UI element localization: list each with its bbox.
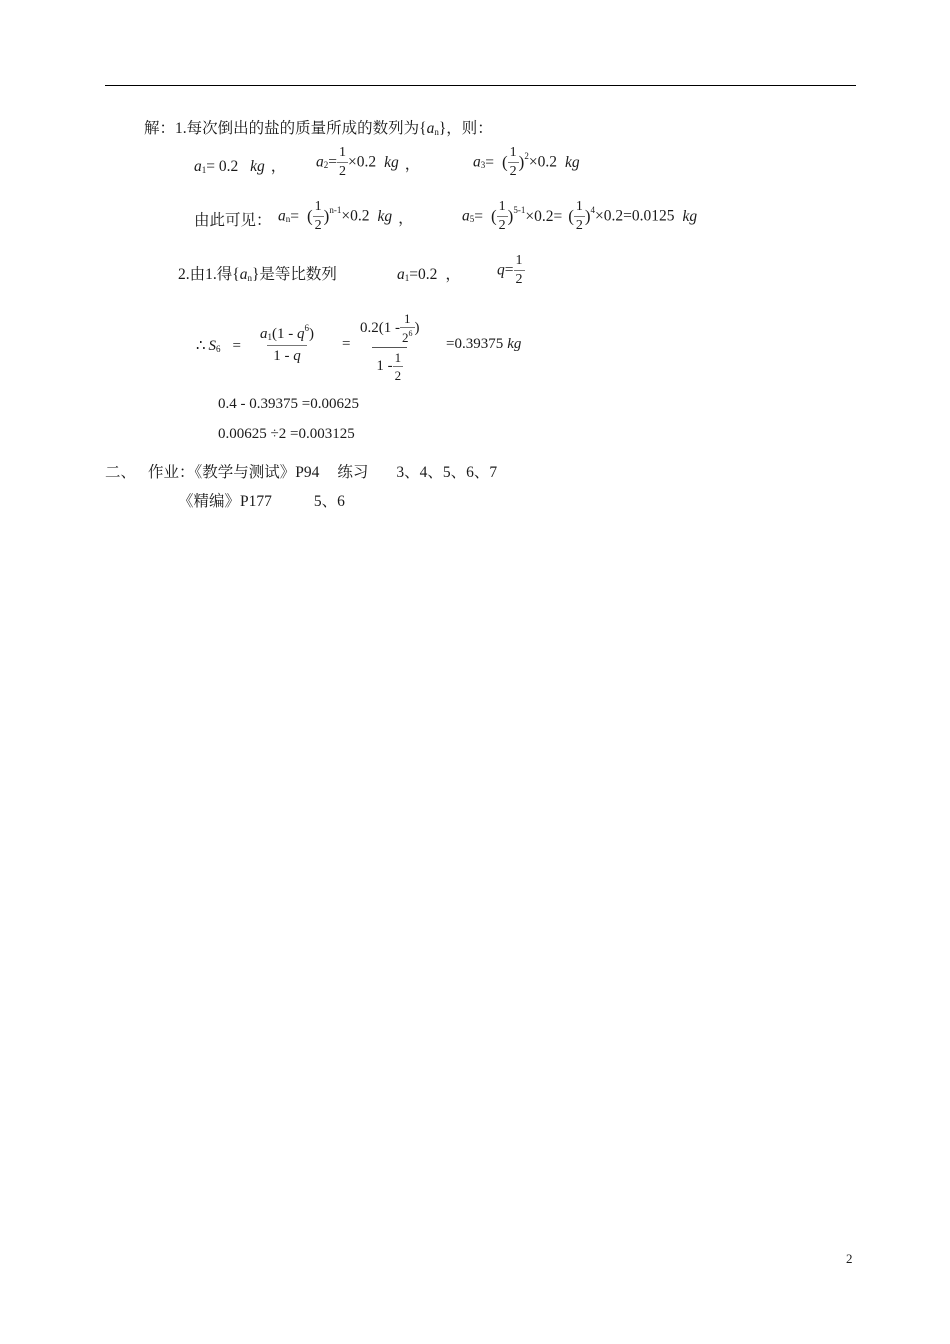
unit-kg: kg xyxy=(564,153,580,171)
q: q xyxy=(297,326,305,342)
seq-sub: n xyxy=(247,273,252,283)
page-number: 2 xyxy=(846,1251,853,1266)
an-tail: ×0.2 xyxy=(341,207,370,225)
eq: = xyxy=(342,336,351,352)
open-paren: ( xyxy=(307,206,313,226)
practice-items: 3、4、5、6、7 xyxy=(396,464,498,481)
result-value: =0.39375 xyxy=(446,336,504,352)
numeric-den xyxy=(372,347,407,382)
inner-exp: 6 xyxy=(408,329,413,338)
close-paren: ) xyxy=(323,206,330,226)
formula-den xyxy=(267,345,307,364)
frac-num: 1 xyxy=(339,145,346,160)
a3-label: a xyxy=(473,153,481,171)
a1-value: = 0.2 xyxy=(206,158,239,175)
tail-text: }是等比数列 xyxy=(251,266,337,283)
homework-line-2 xyxy=(178,489,345,511)
comma: ， xyxy=(270,158,287,175)
close-paren: ) xyxy=(584,206,591,226)
a1: a xyxy=(260,326,268,342)
a3-tail: ×0.2 xyxy=(528,153,557,171)
close: ) xyxy=(309,326,314,342)
calc-line-1: 0.4 - 0.39375 =0.00625 xyxy=(218,396,359,412)
a3-exp: 2 xyxy=(524,151,529,162)
open-paren: ( xyxy=(502,152,508,172)
comma: ， xyxy=(398,209,414,227)
an-exp: n-1 xyxy=(329,205,342,216)
a5-mid: ×0.2= xyxy=(525,207,563,225)
close-paren: ) xyxy=(518,152,525,172)
a2-sub: 2 xyxy=(323,160,329,171)
inner-den-base: 2 xyxy=(402,330,409,345)
practice-label: 练习 xyxy=(337,464,369,481)
lead-text: 2.由1.得{ xyxy=(178,266,240,283)
a5-exp: 5-1 xyxy=(513,205,526,216)
half-fraction xyxy=(508,146,519,179)
a1-sub: 1 xyxy=(267,332,272,342)
close-paren: ) xyxy=(507,206,514,226)
row3-lead xyxy=(178,262,337,284)
a5-tail: ×0.2=0.0125 xyxy=(595,207,675,225)
frac-num: 1 xyxy=(515,253,523,268)
unit-kg: kg xyxy=(682,207,698,225)
den2-lead: 1 - xyxy=(376,358,393,374)
a5-exp2: 4 xyxy=(590,205,596,216)
a3-expr xyxy=(473,146,580,179)
lead-text: 由此可见： xyxy=(194,212,272,229)
a1-given xyxy=(397,262,461,284)
sum-sub: 6 xyxy=(216,344,221,354)
comma: ， xyxy=(404,155,421,173)
frac-den: 2 xyxy=(509,164,517,179)
q: q xyxy=(293,348,301,364)
numeric-frac xyxy=(356,312,424,382)
open-paren: ( xyxy=(568,206,574,226)
a1-sub: 1 xyxy=(201,165,207,175)
homework-label: 作业：《教学与测试》P94 xyxy=(148,464,320,481)
den-text: 1 - xyxy=(273,348,294,364)
row2-lead xyxy=(194,208,272,230)
book2-label: 《精编》P177 xyxy=(178,493,272,510)
a1-label: a xyxy=(397,266,405,283)
frac-num: 1 xyxy=(509,145,517,160)
calc-line-2: 0.00625 ÷2 =0.003125 xyxy=(218,426,355,442)
an-expr xyxy=(278,200,414,233)
eq: = xyxy=(232,338,242,354)
inner-num: 1 xyxy=(404,311,411,326)
frac-den: 2 xyxy=(515,272,523,287)
header-rule xyxy=(105,85,856,86)
ratio-expr xyxy=(497,254,525,287)
sum-lhs xyxy=(196,336,241,355)
seq-var: a xyxy=(426,120,435,137)
a3-sub: 3 xyxy=(480,160,486,171)
solution-intro xyxy=(144,116,493,138)
frac-den: 2 xyxy=(339,164,346,179)
sum-symbol: S xyxy=(208,338,217,354)
q-eq: = xyxy=(504,261,514,279)
frac-den: 2 xyxy=(575,218,583,233)
intro-tail: }，则： xyxy=(438,120,493,137)
intro-text: 解：1.每次倒出的盐的质量所成的数列为{ xyxy=(144,120,427,137)
unit-kg: kg xyxy=(384,153,399,171)
half-fraction xyxy=(574,200,585,233)
comma: ， xyxy=(445,266,461,283)
unit-kg: kg xyxy=(250,158,265,175)
inner-num: 1 xyxy=(394,350,402,365)
frac-den: 2 xyxy=(314,218,322,233)
an-eq: = xyxy=(290,207,299,225)
a5-sub: 5 xyxy=(469,214,475,225)
num2-lead: 0.2(1 - xyxy=(360,319,400,336)
a1-value: =0.2 xyxy=(409,266,438,283)
a1-label: a xyxy=(194,158,202,175)
section-number: 二、 xyxy=(105,464,137,481)
q-label: q xyxy=(497,261,505,279)
sum-result xyxy=(446,336,521,353)
a2-times: ×0.2 xyxy=(348,153,377,171)
eq2 xyxy=(342,336,350,353)
therefore-symbol: ∴ xyxy=(196,338,206,354)
frac-num: 1 xyxy=(314,199,322,214)
book2-items: 5、6 xyxy=(313,493,345,510)
half-fraction xyxy=(337,146,348,179)
half-fraction xyxy=(514,254,525,287)
an-label: a xyxy=(278,207,286,225)
unit-kg: kg xyxy=(377,207,393,225)
seq-var: a xyxy=(239,266,248,283)
half-fraction xyxy=(313,200,324,233)
a2-eq: = xyxy=(328,153,337,171)
num-rest: (1 - xyxy=(272,326,297,342)
seq-sub: n xyxy=(434,127,439,137)
inner-frac xyxy=(400,312,415,344)
q-exp: 6 xyxy=(304,323,309,333)
numeric-num xyxy=(356,312,424,347)
inner-frac2 xyxy=(393,351,404,382)
a5-eq: = xyxy=(474,207,483,225)
a2-label: a xyxy=(316,153,324,171)
inner-den xyxy=(400,327,415,344)
homework-line xyxy=(105,460,497,482)
a3-eq: = xyxy=(485,153,494,171)
frac-num: 1 xyxy=(498,199,506,214)
frac-den: 2 xyxy=(498,218,506,233)
a5-label: a xyxy=(462,207,470,225)
a5-expr xyxy=(462,200,697,233)
unit-kg: kg xyxy=(507,336,522,352)
formula-fraction xyxy=(254,324,320,364)
formula-frac xyxy=(254,324,320,364)
frac-num: 1 xyxy=(575,199,583,214)
half-fraction xyxy=(497,200,508,233)
a2-expr xyxy=(316,146,420,179)
numeric-fraction xyxy=(356,312,424,382)
a1-sub: 1 xyxy=(404,273,410,283)
open-paren: ( xyxy=(491,206,497,226)
inner-den: 2 xyxy=(394,368,402,383)
formula-num xyxy=(254,324,320,345)
an-sub: n xyxy=(285,214,291,225)
num2-close: ) xyxy=(414,319,420,336)
